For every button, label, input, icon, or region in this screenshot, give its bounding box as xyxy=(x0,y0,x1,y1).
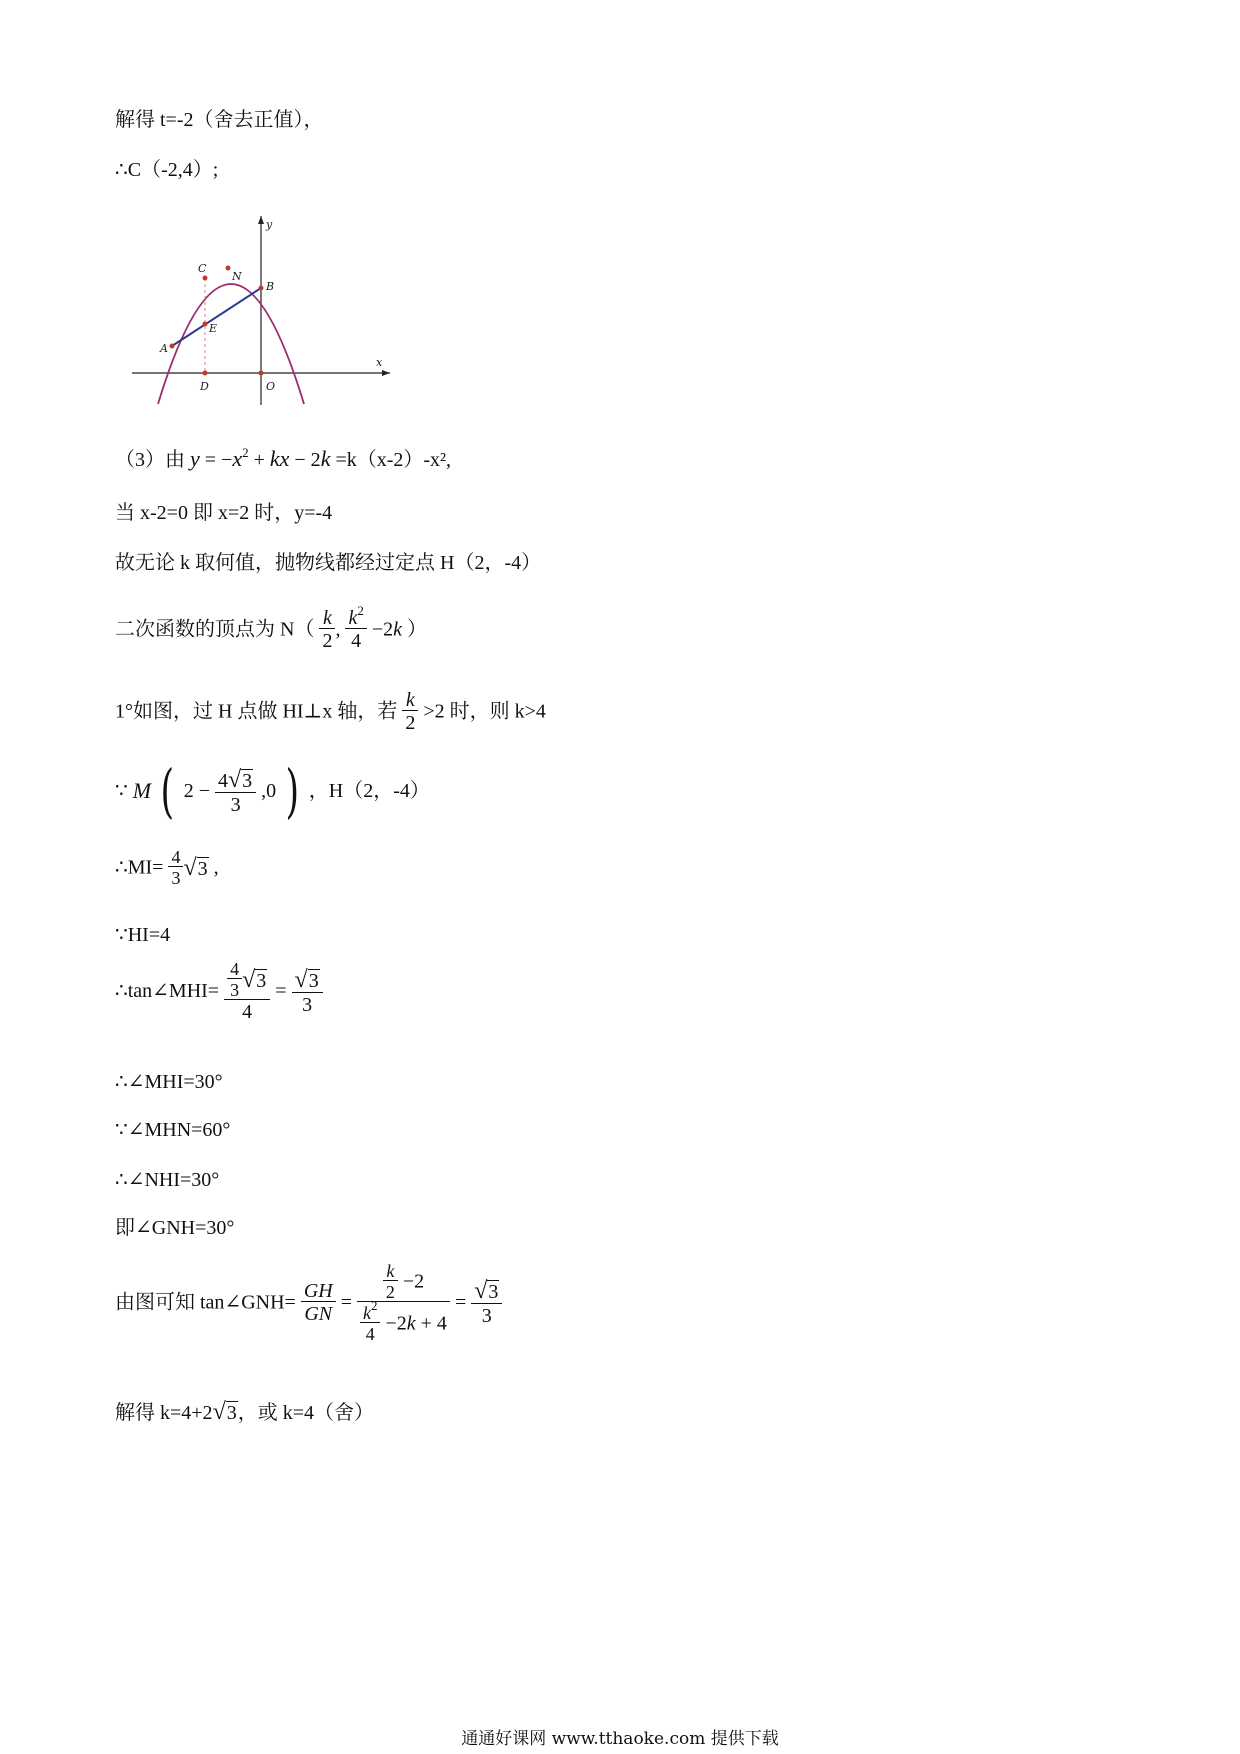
footer-text: 通通好课网 www.tthaoke.com 提供下载 xyxy=(461,1729,779,1749)
segment-ab xyxy=(172,288,261,346)
line-angle-mhn: ∵∠MHN=60° xyxy=(115,1119,231,1141)
label-y: y xyxy=(266,218,273,231)
line-tan-gnh: 由图可知 tan∠GNH= $\frac{GH}{GN}$ = $\frac{k}{2}$ −2 $\frac{k^2}{4}$ −2k + 4 = $\frac{√3}{3}$ xyxy=(115,1262,502,1343)
line-hi: ∵HI=4 xyxy=(115,924,171,946)
label-a: A xyxy=(160,342,168,355)
line-angle-nhi: ∴∠NHI=30° xyxy=(115,1169,220,1191)
line-point-m: ∵ M ( 2 − $\frac{4√3}{3}$ ,0 ) ，H（2，-4） xyxy=(115,757,430,825)
line-angle-gnh: 即∠GNH=30° xyxy=(115,1217,235,1239)
line-solve-k: 解得 k=4+2√3，或 k=4（舍） xyxy=(115,1399,375,1425)
line-case1: 1°如图，过 H 点做 HI⊥x 轴，若 $\frac{k}{2}$ >2 时，则 k>4 xyxy=(115,689,546,734)
parabola-figure xyxy=(120,210,400,410)
label-x: x xyxy=(376,356,383,369)
label-d: D xyxy=(200,380,209,393)
label-o: O xyxy=(266,380,276,393)
line-point-c: ∴C（-2,4）; xyxy=(115,159,219,181)
label-e: E xyxy=(209,322,218,335)
line-solve-t: 解得 t=-2（舍去正值）， xyxy=(115,109,324,131)
label-b: B xyxy=(266,280,275,293)
line-vertex: 二次函数的顶点为 N（ $\frac{k}{2}$ , $\frac{k^2}{4}$ −2k ） xyxy=(115,603,428,652)
line-angle-mhi: ∴∠MHI=30° xyxy=(115,1071,223,1093)
line-mi: ∴MI= $\frac{4}{3}$ √3 , xyxy=(115,847,219,888)
parabola-curve xyxy=(158,284,304,404)
line-part3: （3）由 $y = -x^2$ + kx − 2k =k（x-2）-x², xyxy=(115,445,452,471)
line-tan-mhi: ∴tan∠MHI= $\frac{4}{3}$ √3 4 = $\frac{√3}{3}$ xyxy=(115,960,323,1022)
label-c: C xyxy=(198,262,207,275)
label-n: N xyxy=(232,270,242,283)
line-fixed-point: 故无论 k 取何值，抛物线都经过定点 H（2，-4） xyxy=(115,552,542,574)
line-x-equals-2: 当 x-2=0 即 x=2 时，y=-4 xyxy=(115,502,333,524)
